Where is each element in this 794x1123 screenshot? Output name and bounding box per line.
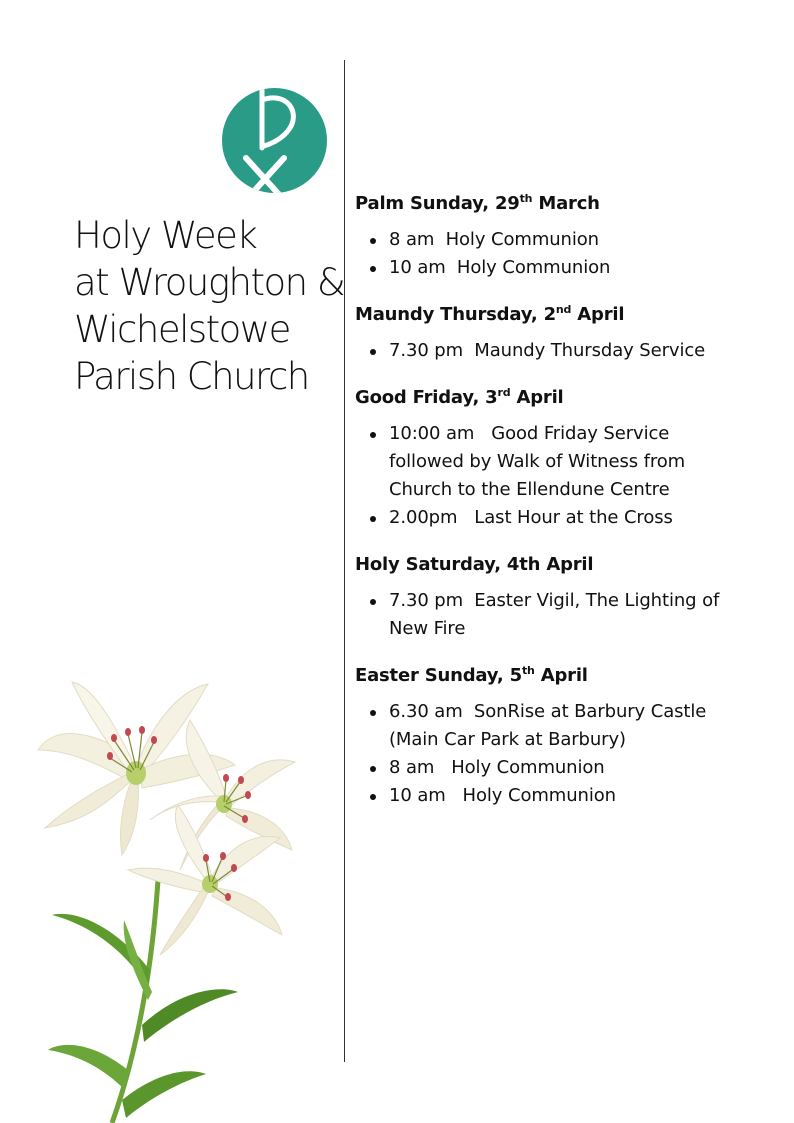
event-list — [355, 698, 725, 810]
event-item: 8 am Holy Communion — [355, 754, 725, 782]
day-good-friday — [355, 384, 775, 532]
day-holy-saturday — [355, 551, 775, 643]
event-list — [355, 420, 725, 532]
event-item: 10 am Holy Communion — [355, 254, 775, 282]
event-item: 6.30 am SonRise at Barbury Castle (Main Car Park at Barbury) — [355, 698, 725, 754]
day-heading: Palm Sunday, 29th March — [355, 192, 600, 214]
event-list — [355, 226, 775, 282]
title-line: Holy Week — [74, 214, 257, 257]
day-heading: Easter Sunday, 5th April — [355, 664, 588, 686]
title-line: at Wroughton & — [74, 261, 345, 304]
day-easter-sunday — [355, 662, 775, 810]
vertical-divider — [344, 60, 345, 1062]
title-line: Wichelstowe — [74, 308, 290, 351]
event-item: 8 am Holy Communion — [355, 226, 775, 254]
page-title — [74, 212, 345, 400]
event-list — [355, 337, 775, 365]
day-heading: Holy Saturday, 4th April — [355, 554, 594, 575]
day-heading: Good Friday, 3rd April — [355, 386, 564, 408]
lily-flower-icon — [30, 670, 305, 1123]
day-palm-sunday — [355, 190, 775, 282]
event-item: 10:00 am Good Friday Service followed by Walk of Witness from Church to the Ellendune Centre — [355, 420, 725, 504]
event-item: 7.30 pm Maundy Thursday Service — [355, 337, 775, 365]
event-item: 10 am Holy Communion — [355, 782, 725, 810]
day-heading: Maundy Thursday, 2nd April — [355, 303, 625, 325]
event-item: 2.00pm Last Hour at the Cross — [355, 504, 725, 532]
service-schedule — [355, 190, 775, 829]
title-line: Parish Church — [74, 355, 309, 398]
day-maundy-thursday — [355, 301, 775, 365]
chi-rho-logo-icon — [222, 88, 327, 193]
event-item: 7.30 pm Easter Vigil, The Lighting of New Fire — [355, 587, 725, 643]
event-list — [355, 587, 725, 643]
